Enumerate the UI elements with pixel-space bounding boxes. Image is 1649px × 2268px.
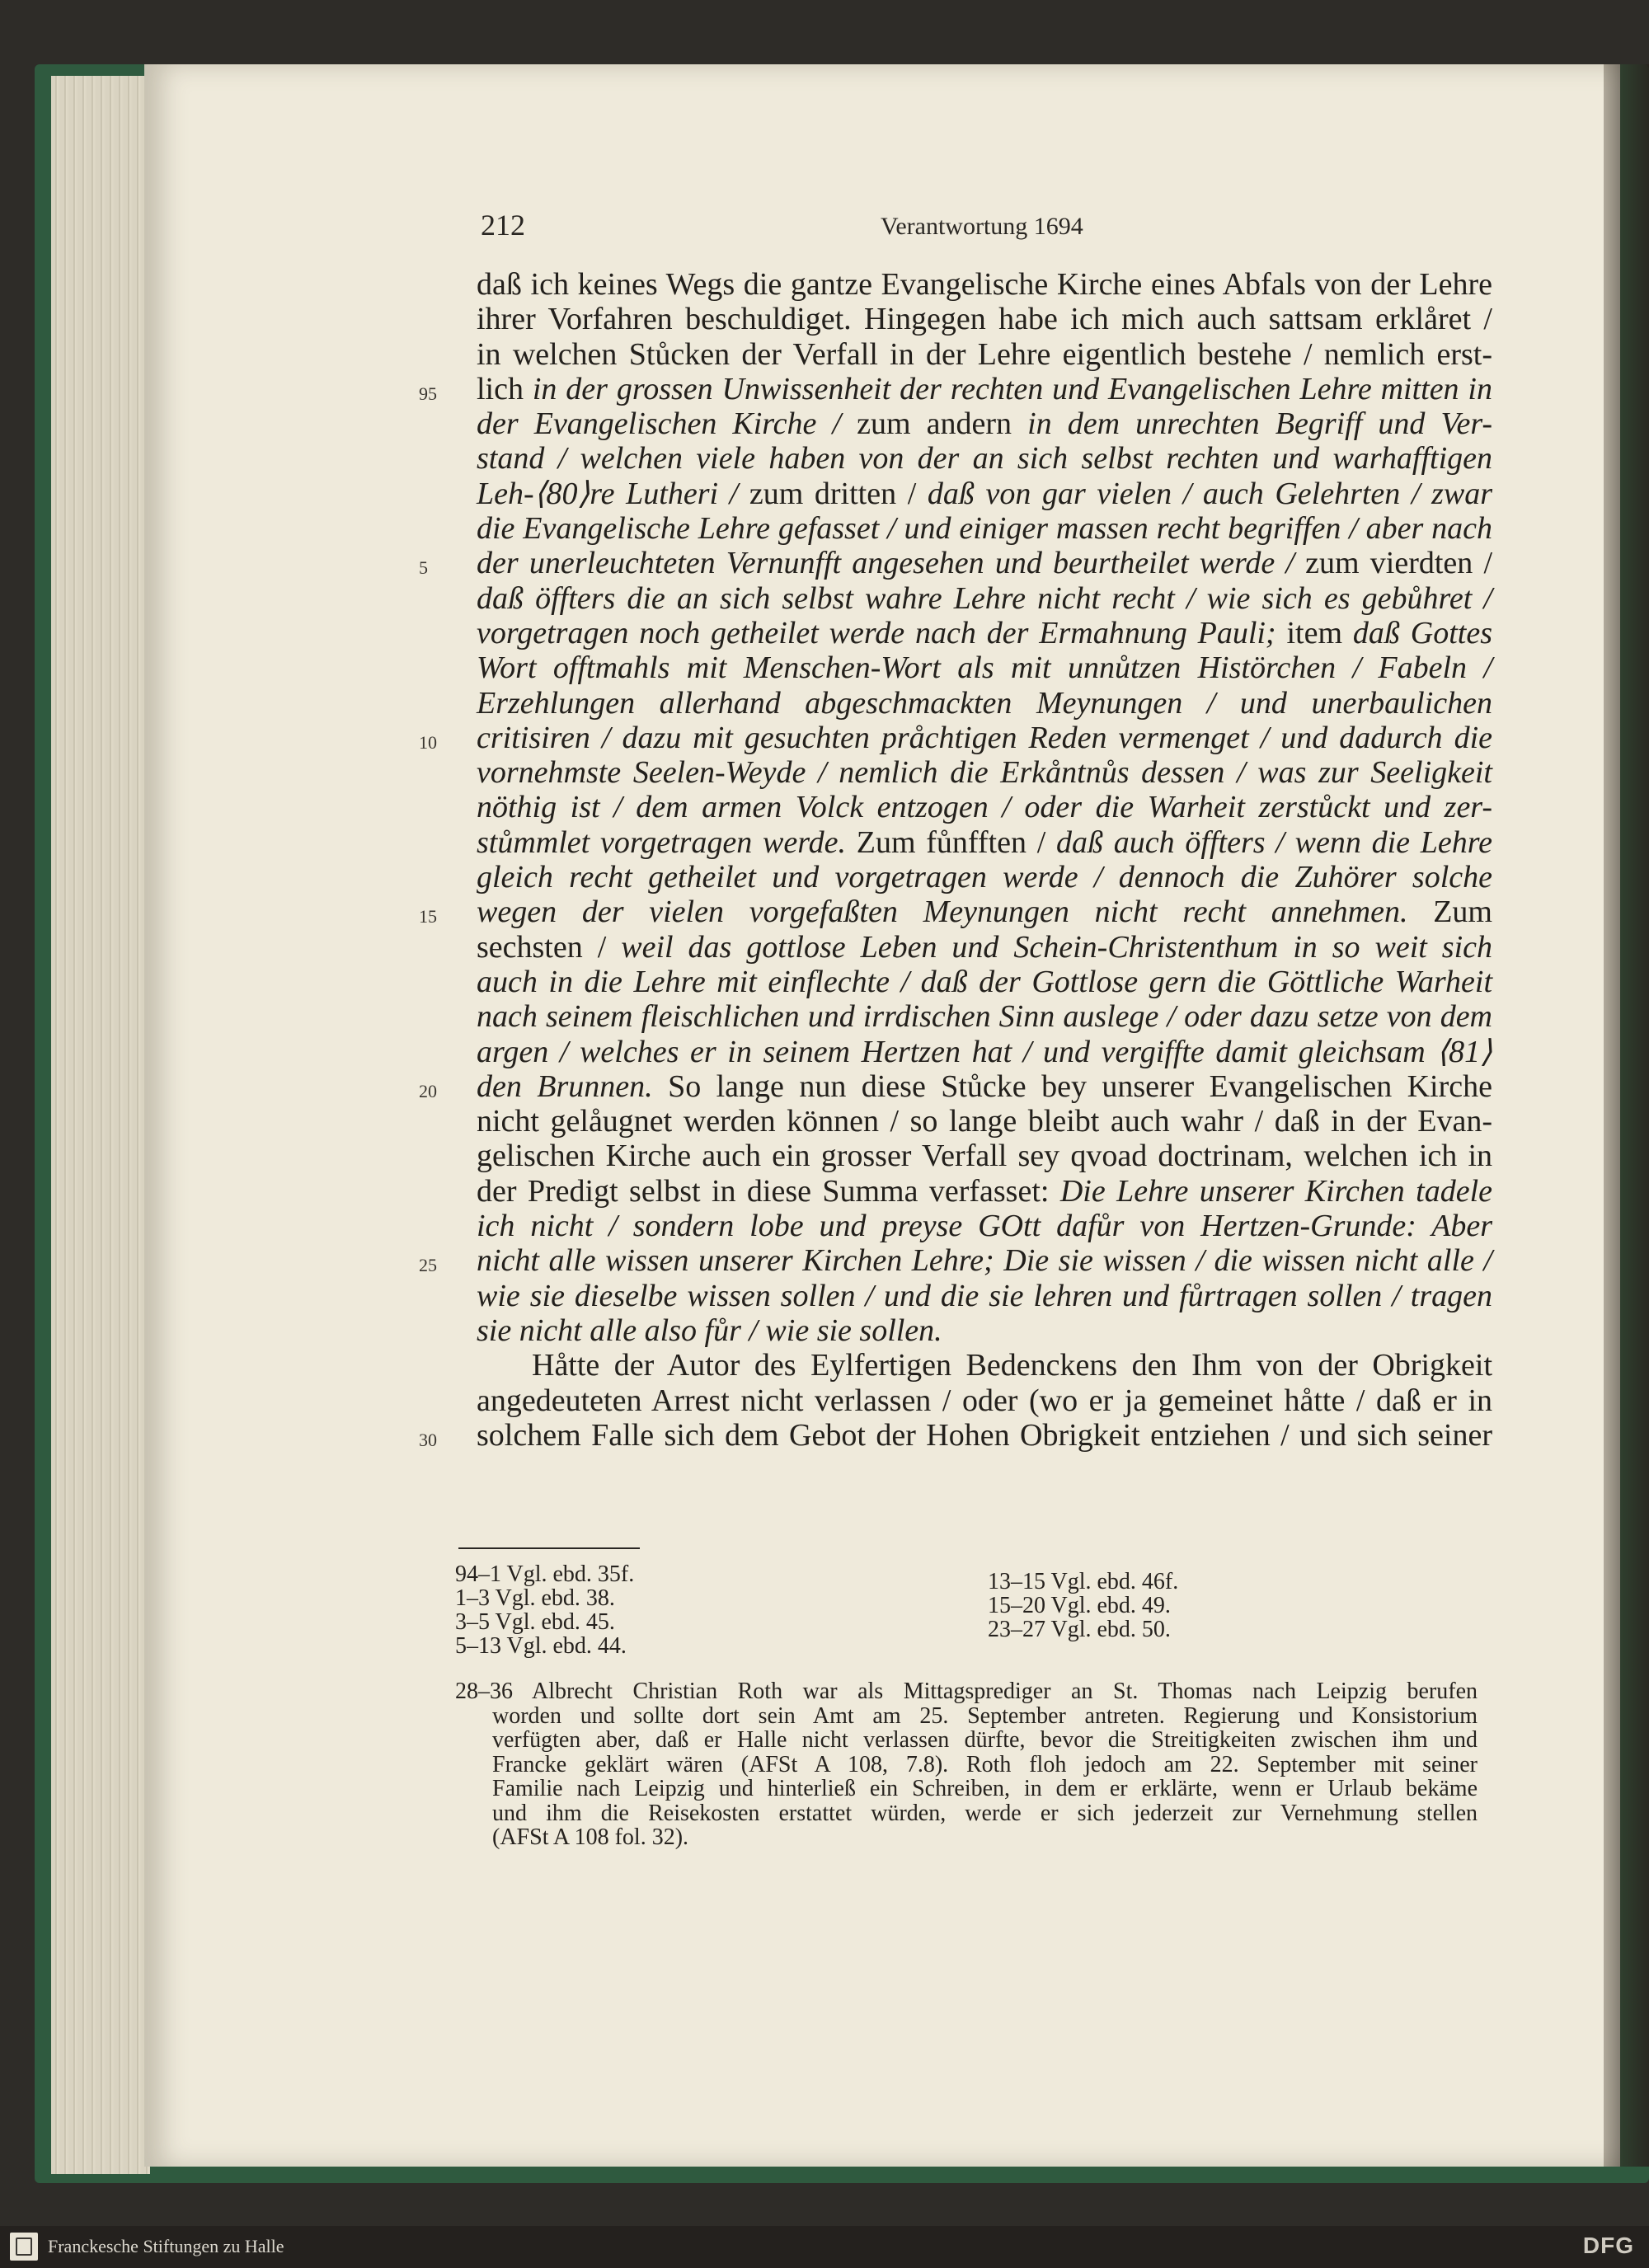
text-segment: zum dritten / (738, 476, 928, 511)
text-line (462, 686, 1492, 721)
viewer-bottom-bar (0, 2226, 1649, 2268)
italic-quote-segment: auch in die Lehre mit einflechte / daß der Gottlose gern die Göttliche Warheit (477, 964, 1492, 999)
dfg-logo: DFG (1582, 2233, 1634, 2258)
italic-quote-segment: weil das gottlose Leben und Schein-Christenthum in so weit sich (621, 929, 1492, 965)
footnote-line: Francke geklärt wären (AFSt A 108, 7.8). Roth floh jedoch am 22. September mit seiner (492, 1751, 1478, 1777)
italic-quote-segment: daß auch öffters / wenn die Lehre (1056, 824, 1492, 860)
institution-logo-icon (10, 2233, 38, 2261)
italic-quote-segment: wie sie dieselbe wissen sollen / und die sie lehren und fůrtragen sollen / tragen (477, 1278, 1492, 1313)
line-number: 20 (419, 1080, 437, 1101)
italic-quote-segment: daß Gottes (1352, 615, 1492, 650)
text-segment: lich (477, 371, 533, 406)
text-segment: angedeuteten Arrest nicht verlassen / oder (wo er ja gemeinet håtte / daß er in (477, 1383, 1492, 1418)
footnote: 5–13 Vgl. ebd. 44. (455, 1633, 627, 1659)
footnote: 94–1 Vgl. ebd. 35f. (455, 1561, 635, 1587)
text-segment: Zum (1407, 895, 1492, 930)
text-line (462, 860, 1492, 895)
footnote-roth (455, 1679, 1478, 1850)
text-segment: nicht gelåugnet werden können / so lange bleibt auch wahr / daß in der Evan- (477, 1104, 1492, 1139)
credit-text: Franckesche Stiftungen zu Halle (48, 2236, 284, 2256)
footnote: 3–5 Vgl. ebd. 45. (455, 1609, 615, 1635)
text-line (462, 1279, 1492, 1313)
footnotes-left (455, 1562, 634, 1658)
text-line (462, 267, 1492, 302)
footnote: 13–15 Vgl. ebd. 46f. (988, 1569, 1179, 1594)
text-line (462, 1104, 1492, 1139)
footnote: 1–3 Vgl. ebd. 38. (455, 1585, 615, 1611)
running-head (481, 208, 1511, 249)
italic-quote-segment: critisiren / dazu mit gesuchten pråchtigen Reden vermenget / und dadurch die (477, 720, 1492, 755)
italic-quote-segment: Die Lehre unserer Kirchen tadele (1059, 1173, 1492, 1209)
italic-quote-segment: stůmmlet vorgetragen werde. (477, 824, 846, 860)
text-line (462, 441, 1492, 476)
italic-quote-segment: daß von gar vielen / auch Gelehrten / zwar (927, 476, 1493, 511)
footnote-line: und ihm die Reisekosten erstattet würden, werde er sich jederzeit zur Vernehmung stellen (492, 1800, 1478, 1826)
italic-quote-segment: wegen der vielen vorgefaßten Meynungen nicht recht annehmen. (477, 895, 1408, 930)
text-segment: in welchen Stůcken der Verfall in der Lehre eigentlich bestehe / nemlich erst- (477, 336, 1492, 372)
text-line (462, 930, 1492, 965)
italic-quote-segment: den Brunnen. (477, 1068, 653, 1104)
running-title: Verantwortung 1694 (881, 213, 1083, 240)
line-number: 30 (419, 1429, 437, 1450)
text-line (462, 616, 1492, 650)
text-line (419, 895, 1492, 930)
italic-quote-segment: die Evangelische Lehre gefasset / und einiger massen recht begriffen / aber nach (477, 511, 1492, 547)
text-line (419, 546, 1492, 581)
italic-quote-segment: der Evangelischen Kirche / (477, 406, 842, 442)
page-number: 212 (481, 209, 525, 242)
text-segment: item (1276, 615, 1353, 650)
text-line (419, 1417, 1492, 1453)
line-number: 5 (419, 557, 428, 579)
text-line (462, 1209, 1492, 1243)
italic-quote-segment: daß öffters die an sich selbst wahre Lehre nicht recht / wie sich es gebůhret / (477, 580, 1492, 616)
text-segment: zum vierdten / (1294, 546, 1492, 581)
line-number: 95 (419, 383, 437, 404)
text-line (462, 406, 1492, 441)
text-segment: So lange nun diese Stůcke bey unserer Evangelischen Kirche (652, 1068, 1492, 1104)
line-number: 15 (419, 906, 437, 927)
text-line (462, 511, 1492, 546)
footnote-line: verfügten aber, daß er Halle nicht verlassen dürfte, bevor die Streitigkeiten zwischen ihm und (492, 1727, 1478, 1753)
text-line (462, 1139, 1492, 1173)
italic-quote-segment: in dem unrechten Begriff und Ver- (1027, 406, 1492, 442)
text-line (419, 1243, 1492, 1279)
text-segment: Håtte der Autor des Eylfertigen Bedenckens den Ihm von der Obrigkeit (532, 1348, 1492, 1383)
italic-quote-segment: ich nicht / sondern lobe und preyse GOtt dafůr von Hertzen-Grunde: Aber (477, 1209, 1492, 1244)
body-text (419, 267, 1493, 1453)
text-line (462, 337, 1492, 372)
text-line (462, 581, 1492, 616)
italic-quote-segment: sie nicht alle also fůr / wie sie sollen. (477, 1312, 942, 1348)
italic-quote-segment: vorgetragen noch getheilet werde nach der Ermahnung Pauli; (477, 615, 1276, 650)
text-line (462, 790, 1492, 824)
text-segment: solchem Falle sich dem Gebot der Hohen Obrigkeit entziehen / und sich seiner (477, 1417, 1492, 1453)
text-segment: zum andern (841, 406, 1028, 442)
text-line (419, 720, 1492, 755)
italic-quote-segment: nach seinem fleischlichen und irrdischen Sinn auslege / oder dazu setze von dem (477, 999, 1492, 1035)
text-line (462, 1383, 1492, 1418)
text-segment: gelischen Kirche auch ein grosser Verfall sey qvoad doctrinam, welchen ich in (477, 1139, 1492, 1174)
text-line (462, 1313, 1492, 1348)
text-segment: ihrer Vorfahren beschuldiget. Hingegen habe ich mich auch sattsam erklåret / (477, 302, 1492, 337)
footnote-line: worden und sollte dort sein Amt am 25. September antreten. Regierung und Konsistorium (492, 1702, 1478, 1729)
text-line (462, 477, 1492, 511)
italic-quote-segment: Erzehlungen allerhand abgeschmackten Meynungen / und unerbaulichen (477, 685, 1492, 721)
text-line (462, 302, 1492, 336)
italic-quote-segment: nöthig ist / dem armen Volck entzogen / oder die Warheit zerstůckt und zer- (477, 790, 1492, 825)
italic-quote-segment: Wort offtmahls mit Menschen-Wort als mit unnůtzen Histörchen / Fabeln / (477, 650, 1492, 686)
text-line (462, 1035, 1492, 1069)
page-gutter-shadow (1604, 64, 1649, 2167)
text-line (419, 371, 1492, 406)
footnote-line: (AFSt A 108 fol. 32). (492, 1824, 689, 1850)
text-line (462, 965, 1492, 999)
text-line (462, 1174, 1492, 1209)
text-segment: daß ich keines Wegs die gantze Evangelische Kirche eines Abfals von der Lehre (477, 267, 1492, 302)
italic-quote-segment: gleich recht getheilet und vorgetragen werde / dennoch die Zuhörer solche (477, 860, 1492, 895)
italic-quote-segment: der unerleuchteten Vernunfft angesehen und beurtheilet werde / (477, 546, 1294, 581)
footnotes-right (988, 1570, 1178, 1641)
text-line (462, 650, 1492, 685)
line-number: 10 (419, 731, 437, 753)
text-line (462, 999, 1492, 1034)
text-segment: der Predigt selbst in diese Summa verfasset: (477, 1173, 1060, 1209)
page-edges (51, 76, 150, 2174)
italic-quote-segment: vornehmste Seelen-Weyde / nemlich die Erkåntnůs dessen / was zur Seeligkeit (477, 755, 1492, 791)
italic-quote-segment: nicht alle wissen unserer Kirchen Lehre; Die sie wissen / die wissen nicht alle / (477, 1243, 1492, 1279)
footnote-rule (458, 1547, 640, 1549)
text-segment: Zum fůnfften / (846, 824, 1057, 860)
text-segment: sechsten / (477, 929, 622, 965)
text-line (462, 825, 1492, 860)
footnote: 23–27 Vgl. ebd. 50. (988, 1617, 1171, 1642)
footnote: 15–20 Vgl. ebd. 49. (988, 1593, 1171, 1618)
italic-quote-segment: in der grossen Unwissenheit der rechten und Evangelischen Lehre mitten in (532, 371, 1492, 406)
text-line (462, 1348, 1492, 1383)
footnote-line: Familie nach Leipzig und hinterließ ein Schreiben, in dem er erklärte, wenn er Urlaub bekäme (492, 1776, 1478, 1801)
text-line (462, 755, 1492, 790)
italic-quote-segment: stand / welchen viele haben von der an sich selbst rechten und warhafftigen (477, 441, 1492, 477)
text-line (419, 1068, 1492, 1104)
italic-quote-segment: argen / welches er in seinem Hertzen hat / und vergiffte damit gleichsam ⟨81⟩ (477, 1034, 1492, 1069)
italic-quote-segment: Leh-⟨80⟩re Lutheri / (477, 476, 739, 511)
line-number: 25 (419, 1255, 437, 1276)
footnote-line: 28–36 Albrecht Christian Roth war als Mittagsprediger an St. Thomas nach Leipzig berufen (455, 1679, 1478, 1704)
